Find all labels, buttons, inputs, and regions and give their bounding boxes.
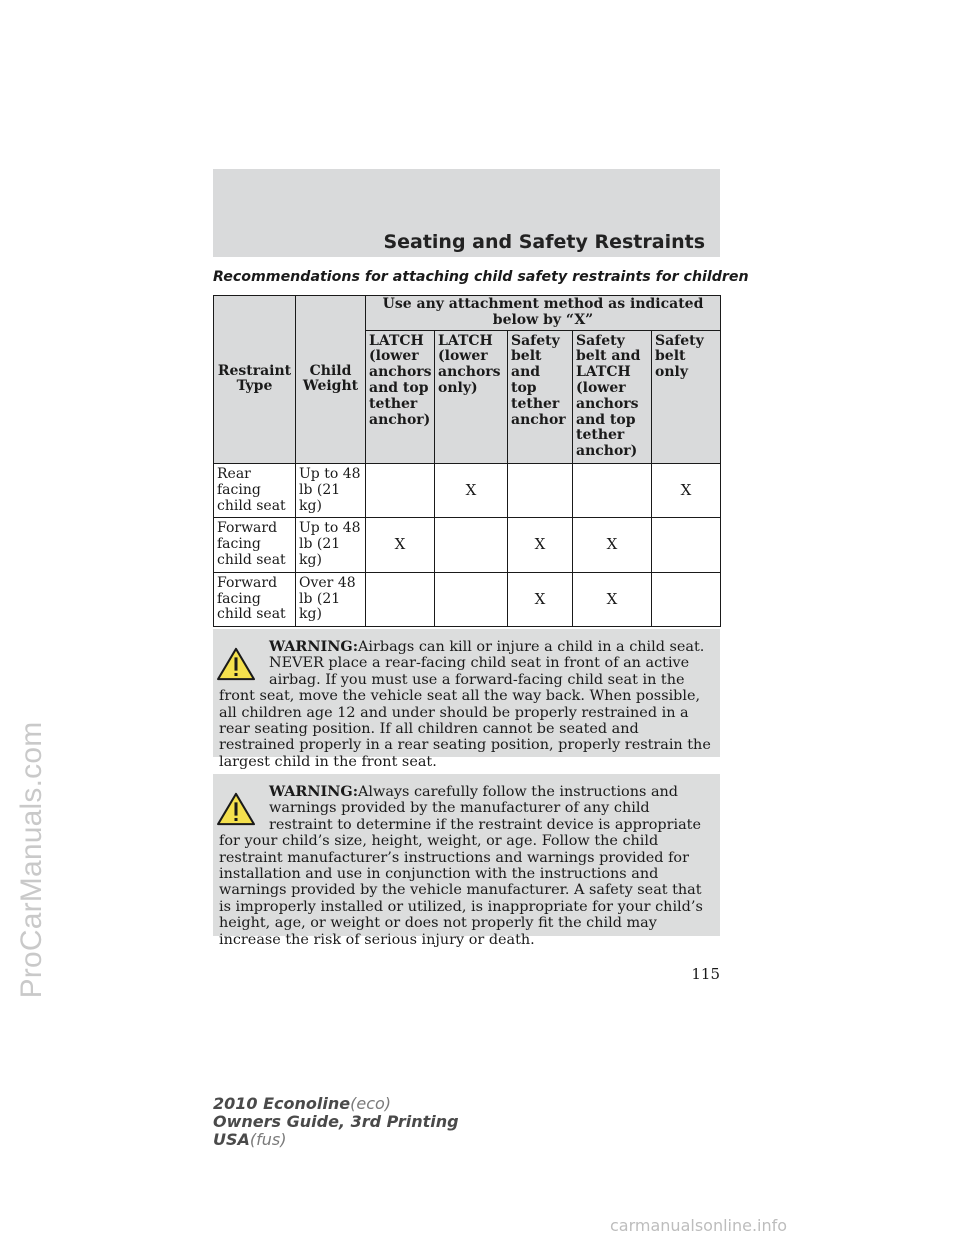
cell-mark (435, 572, 508, 626)
warning-manufacturer-instructions (213, 774, 720, 948)
section-title: Seating and Safety Restraints (383, 231, 705, 253)
footer-guide: Owners Guide, 3rd Printing (213, 1112, 459, 1131)
table-title: Recommendations for attaching child safety restraints for children (213, 269, 749, 285)
cell-restraint-type: Forward facing child seat (214, 518, 296, 572)
warning-airbag (213, 629, 720, 770)
warning-label: WARNING: (269, 638, 359, 655)
warning-text: Airbags can kill or injure a child in a child seat. NEVER place a rear-facing child seat in front of an active airbag. If you must use a forward-facing child seat in the front seat, move the vehicle seat all the way back. When possible, all children age 12 and under should be properly restrained in a rear seating position. If all children cannot be seated and restrained properly in a rear seating position, properly restrain the largest child in the front seat. (219, 639, 711, 770)
header-method-belt-tether: Safety belt and top tether anchor (508, 330, 573, 463)
page-number: 115 (691, 965, 720, 983)
cell-mark (573, 463, 652, 517)
footer-line-2 (213, 1113, 459, 1131)
header-method-belt-latch: Safety belt and LATCH (lower anchors and top tether anchor) (573, 330, 652, 463)
header-restraint-type: Restraint Type (214, 296, 296, 464)
warning-triangle-icon (215, 647, 257, 681)
cell-mark (435, 518, 508, 572)
footer-model: 2010 Econoline (213, 1094, 351, 1113)
watermark (12, 515, 52, 1205)
footer-market-code: (fus) (249, 1130, 287, 1149)
warning-triangle-icon (215, 792, 257, 826)
header-child-weight: Child Weight (296, 296, 366, 464)
cell-mark (652, 518, 721, 572)
footer-model-code: (eco) (350, 1094, 392, 1113)
header-attachment-method: Use any attachment method as indicated below by “X” (366, 296, 721, 331)
cell-mark: X (366, 518, 435, 572)
watermark-text: ProCarManuals.com (15, 721, 48, 999)
cell-restraint-type: Rear facing child seat (214, 463, 296, 517)
cell-child-weight: Up to 48 lb (21 kg) (296, 463, 366, 517)
cell-restraint-type: Forward facing child seat (214, 572, 296, 626)
header-method-latch-lower: LATCH (lower anchors only) (435, 330, 508, 463)
table-row (214, 572, 721, 626)
cell-mark: X (652, 463, 721, 517)
cell-mark (652, 572, 721, 626)
cell-mark (508, 463, 573, 517)
footer (213, 1095, 459, 1149)
cell-mark: X (573, 572, 652, 626)
header-method-latch-full: LATCH (lower anchors and top tether anchor) (366, 330, 435, 463)
cell-child-weight: Over 48 lb (21 kg) (296, 572, 366, 626)
table-header-row (214, 296, 721, 331)
footer-line-1 (213, 1095, 459, 1113)
table-row (214, 463, 721, 517)
cell-mark: X (508, 518, 573, 572)
recommendation-table (213, 295, 721, 627)
bottom-url: carmanualsonline.info (610, 1216, 788, 1235)
footer-market: USA (213, 1130, 250, 1149)
footer-line-3 (213, 1131, 459, 1149)
warning-label: WARNING: (269, 783, 359, 800)
warning-text: Always carefully follow the instructions and warnings provided by the manufacturer of any child restraint to determine if the restraint device is appropriate for your child’s size, height, weight, or age. Follow the child restraint manufacturer’s instructions and warnings provided for installation and use in conjunction with the instructions and warnings provided by the vehicle manufacturer. A safety seat that is improperly installed or utilized, is inappropriate for your child’s height, age, or weight or does not properly fit the child may increase the risk of serious injury or death. (219, 784, 703, 948)
header-method-belt-only: Safety belt only (652, 330, 721, 463)
cell-mark: X (573, 518, 652, 572)
cell-mark: X (435, 463, 508, 517)
table-row (214, 518, 721, 572)
section-header (213, 169, 720, 257)
cell-child-weight: Up to 48 lb (21 kg) (296, 518, 366, 572)
cell-mark: X (508, 572, 573, 626)
cell-mark (366, 463, 435, 517)
cell-mark (366, 572, 435, 626)
